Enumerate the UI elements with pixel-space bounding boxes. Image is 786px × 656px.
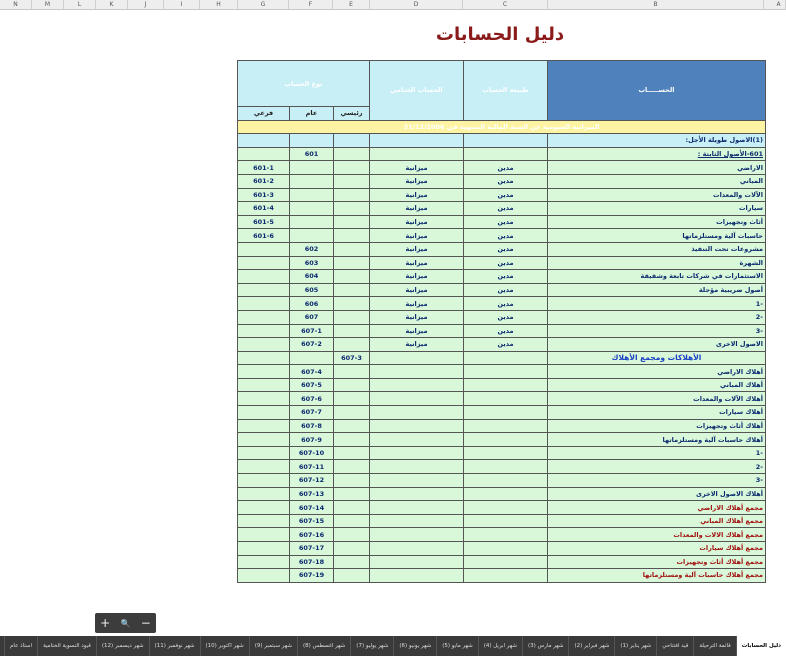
cell-sub[interactable]	[238, 542, 290, 556]
table-row	[238, 569, 766, 583]
sheet-tab[interactable]: شهر اغسطس (8)	[297, 636, 350, 656]
cell-final-account[interactable]	[370, 555, 464, 569]
table-row	[238, 351, 766, 365]
cell-nature[interactable]	[464, 474, 548, 488]
cell-nature[interactable]	[464, 433, 548, 447]
cell-main[interactable]	[334, 392, 370, 406]
column-header-m[interactable]: M	[32, 0, 64, 9]
cell-sub[interactable]: 601-4	[238, 202, 290, 216]
cell-sub[interactable]	[238, 310, 290, 324]
cell-final-account[interactable]: ميزانية	[370, 256, 464, 270]
cell-final-account[interactable]	[370, 433, 464, 447]
cell-sub[interactable]	[238, 501, 290, 515]
cell-main[interactable]	[334, 528, 370, 542]
cell-nature[interactable]	[464, 487, 548, 501]
column-header-b[interactable]: B	[548, 0, 764, 9]
cell-account-name[interactable]: (1)الاصول طويلة الأجل:	[548, 134, 766, 148]
cell-final-account[interactable]: ميزانية	[370, 161, 464, 175]
cell-sub[interactable]	[238, 297, 290, 311]
header-sub: فرعي	[238, 107, 290, 121]
table-row	[238, 215, 766, 229]
column-header-e[interactable]: E	[333, 0, 370, 9]
cell-main[interactable]	[334, 161, 370, 175]
cell-nature[interactable]: مدين	[464, 202, 548, 216]
cell-main[interactable]	[334, 174, 370, 188]
cell-sub[interactable]	[238, 555, 290, 569]
cell-final-account[interactable]	[370, 460, 464, 474]
cell-final-account[interactable]: ميزانية	[370, 270, 464, 284]
cell-general[interactable]: 607-15	[290, 514, 334, 528]
cell-account-name[interactable]: أهلاك أثاث وتجهيزات	[548, 419, 766, 433]
cell-nature[interactable]	[464, 378, 548, 392]
cell-general[interactable]: 607-9	[290, 433, 334, 447]
search-icon[interactable]: 🔍	[120, 618, 131, 628]
cell-sub[interactable]: 601-6	[238, 229, 290, 243]
table-row	[238, 174, 766, 188]
cell-account-name[interactable]: أصول ضريبية مؤجلة	[548, 283, 766, 297]
table-row	[238, 460, 766, 474]
cell-general[interactable]	[290, 174, 334, 188]
header-final-account: الحساب الختامي	[370, 61, 464, 121]
cell-account-name[interactable]: أهلاك سيارات	[548, 406, 766, 420]
cell-final-account[interactable]: ميزانية	[370, 188, 464, 202]
cell-final-account[interactable]: ميزانية	[370, 229, 464, 243]
cell-account-name[interactable]: 601-الأصول الثابتة :	[548, 147, 766, 161]
table-row	[238, 487, 766, 501]
cell-nature[interactable]	[464, 351, 548, 365]
cell-sub[interactable]	[238, 256, 290, 270]
cell-sub[interactable]	[238, 433, 290, 447]
cell-main[interactable]	[334, 134, 370, 148]
cell-sub[interactable]	[238, 406, 290, 420]
cell-main[interactable]	[334, 433, 370, 447]
cell-main[interactable]	[334, 460, 370, 474]
header-main: رئيسي	[334, 107, 370, 121]
column-header-j[interactable]: J	[128, 0, 164, 9]
cell-general[interactable]: 607-8	[290, 419, 334, 433]
sheet-tab[interactable]: شهر نوفمبر (11)	[149, 636, 200, 656]
cell-general[interactable]: 607-7	[290, 406, 334, 420]
cell-account-name[interactable]: مجمع أهلاك أثاث وتجهيزات	[548, 555, 766, 569]
cell-general[interactable]: 607-19	[290, 569, 334, 583]
header-account-nature: طبيعة الحساب	[464, 61, 548, 121]
cell-sub[interactable]: 601-3	[238, 188, 290, 202]
cell-nature[interactable]: مدين	[464, 174, 548, 188]
column-header-c[interactable]: C	[463, 0, 548, 9]
sheet-tab[interactable]: شهر يونيو (6)	[393, 636, 436, 656]
table-row	[238, 202, 766, 216]
column-header-n[interactable]: N	[0, 0, 32, 9]
cell-main[interactable]	[334, 202, 370, 216]
cell-nature[interactable]	[464, 528, 548, 542]
cell-main[interactable]	[334, 229, 370, 243]
cell-nature[interactable]	[464, 555, 548, 569]
cell-nature[interactable]: مدين	[464, 256, 548, 270]
cell-final-account[interactable]	[370, 392, 464, 406]
table-row	[238, 147, 766, 161]
cell-final-account[interactable]	[370, 351, 464, 365]
cell-general[interactable]: 607-14	[290, 501, 334, 515]
cell-main[interactable]	[334, 555, 370, 569]
cell-account-name[interactable]: -2	[548, 310, 766, 324]
table-row	[238, 270, 766, 284]
header-row	[238, 61, 766, 107]
cell-final-account[interactable]	[370, 419, 464, 433]
table-row	[238, 310, 766, 324]
table-row	[238, 446, 766, 460]
cell-final-account[interactable]	[370, 147, 464, 161]
cell-sub[interactable]: 601-5	[238, 215, 290, 229]
cell-main[interactable]	[334, 297, 370, 311]
cell-account-name[interactable]: -1	[548, 297, 766, 311]
cell-sub[interactable]	[238, 283, 290, 297]
table-row	[238, 338, 766, 352]
cell-nature[interactable]	[464, 501, 548, 515]
table-row	[238, 501, 766, 515]
cell-final-account[interactable]: ميزانية	[370, 338, 464, 352]
cell-nature[interactable]: مدين	[464, 338, 548, 352]
table-row	[238, 406, 766, 420]
cell-nature[interactable]: مدين	[464, 161, 548, 175]
cell-general[interactable]: 607-2	[290, 338, 334, 352]
cell-main[interactable]	[334, 569, 370, 583]
banner-row	[238, 120, 766, 134]
cell-nature[interactable]: مدين	[464, 283, 548, 297]
cell-account-name[interactable]: مجمع أهلاك حاسبات آلية ومستلزماتها	[548, 569, 766, 583]
column-header-g[interactable]: G	[238, 0, 289, 9]
cell-account-name[interactable]: حاسبات آلية ومستلزماتها	[548, 229, 766, 243]
cell-main[interactable]: 607-3	[334, 351, 370, 365]
cell-final-account[interactable]	[370, 542, 464, 556]
cell-general[interactable]: 607-11	[290, 460, 334, 474]
cell-account-name[interactable]: أهلاك الآلات والمعدات	[548, 392, 766, 406]
cell-account-name[interactable]: سيارات	[548, 202, 766, 216]
table-row	[238, 283, 766, 297]
cell-main[interactable]	[334, 310, 370, 324]
cell-nature[interactable]	[464, 365, 548, 379]
cell-nature[interactable]	[464, 406, 548, 420]
cell-account-name[interactable]: مجمع أهلاك الالات والمعدات	[548, 528, 766, 542]
cell-nature[interactable]	[464, 147, 548, 161]
cell-final-account[interactable]: ميزانية	[370, 283, 464, 297]
cell-account-name[interactable]: مجمع أهلاك سيارات	[548, 542, 766, 556]
column-header-strip	[0, 0, 786, 10]
cell-general[interactable]: 602	[290, 242, 334, 256]
cell-sub[interactable]: 601-1	[238, 161, 290, 175]
sheet-tab[interactable]: شهر اكتوبر (10)	[200, 636, 249, 656]
cell-final-account[interactable]: ميزانية	[370, 202, 464, 216]
cell-final-account[interactable]	[370, 487, 464, 501]
zoom-control	[95, 613, 156, 633]
cell-main[interactable]	[334, 501, 370, 515]
table-row	[238, 365, 766, 379]
cell-general[interactable]	[290, 202, 334, 216]
accounts-table	[237, 60, 766, 583]
sheet-tab[interactable]: قائمة الترحيلة	[693, 636, 735, 656]
cell-final-account[interactable]	[370, 378, 464, 392]
column-header-d[interactable]: D	[370, 0, 463, 9]
cell-sub[interactable]	[238, 324, 290, 338]
balance-sheet-banner: الميزانية العمومية عن السنة المالية المنتهية في 31/12/2006	[238, 120, 766, 134]
cell-general[interactable]	[290, 215, 334, 229]
cell-final-account[interactable]: ميزانية	[370, 310, 464, 324]
cell-account-name[interactable]: أهلاك حاسبات آلية ومستلزماتها	[548, 433, 766, 447]
cell-general[interactable]: 607-6	[290, 392, 334, 406]
cell-general[interactable]: 607-10	[290, 446, 334, 460]
cell-general[interactable]	[290, 161, 334, 175]
cell-sub[interactable]	[238, 460, 290, 474]
sheet-tab[interactable]: شهر مارس (3)	[522, 636, 568, 656]
cell-general[interactable]	[290, 134, 334, 148]
sheet-tab[interactable]: شهر ديسمبر (12)	[96, 636, 149, 656]
sheet-tab[interactable]: شهر سبتمبر (9)	[249, 636, 297, 656]
cell-sub[interactable]	[238, 147, 290, 161]
cell-final-account[interactable]: ميزانية	[370, 242, 464, 256]
table-row	[238, 555, 766, 569]
cell-main[interactable]	[334, 188, 370, 202]
cell-general[interactable]: 606	[290, 297, 334, 311]
cell-final-account[interactable]: ميزانية	[370, 324, 464, 338]
cell-sub[interactable]	[238, 446, 290, 460]
cell-general[interactable]: 607-12	[290, 474, 334, 488]
sheet-tab[interactable]: استاذ عام	[4, 636, 37, 656]
cell-general[interactable]: 607-17	[290, 542, 334, 556]
cell-main[interactable]	[334, 324, 370, 338]
cell-general[interactable]: 605	[290, 283, 334, 297]
cell-main[interactable]	[334, 365, 370, 379]
sheet-tab[interactable]: قيد افتتاحي	[656, 636, 693, 656]
cell-sub[interactable]	[238, 365, 290, 379]
sheet-tab[interactable]	[0, 636, 4, 656]
cell-main[interactable]	[334, 147, 370, 161]
cell-final-account[interactable]	[370, 514, 464, 528]
table-row	[238, 542, 766, 556]
cell-general[interactable]: 603	[290, 256, 334, 270]
cell-final-account[interactable]: ميزانية	[370, 174, 464, 188]
table-row	[238, 324, 766, 338]
cell-sub[interactable]	[238, 514, 290, 528]
cell-general[interactable]	[290, 351, 334, 365]
cell-account-name[interactable]: الاصول الاخرى	[548, 338, 766, 352]
cell-general[interactable]: 607	[290, 310, 334, 324]
table-row	[238, 433, 766, 447]
cell-final-account[interactable]	[370, 406, 464, 420]
sheet-title: دليل الحسابات	[435, 24, 565, 45]
cell-nature[interactable]: مدين	[464, 270, 548, 284]
sheet-tab[interactable]: شهر يناير (1)	[614, 636, 656, 656]
cell-main[interactable]	[334, 474, 370, 488]
sheet-tab[interactable]: قيود التسوية الختامية	[37, 636, 96, 656]
cell-account-name[interactable]: الشهرة	[548, 256, 766, 270]
cell-sub[interactable]	[238, 392, 290, 406]
table-row	[238, 528, 766, 542]
cell-sub[interactable]	[238, 351, 290, 365]
cell-sub[interactable]	[238, 474, 290, 488]
cell-main[interactable]	[334, 215, 370, 229]
sheet-tab[interactable]: شهر يوليو (7)	[350, 636, 393, 656]
cell-general[interactable]	[290, 229, 334, 243]
cell-account-name[interactable]: مشروعات تحت التنفيذ	[548, 242, 766, 256]
table-row	[238, 297, 766, 311]
column-header-a[interactable]: A	[772, 0, 786, 9]
cell-sub[interactable]	[238, 378, 290, 392]
cell-sub[interactable]	[238, 338, 290, 352]
cell-nature[interactable]: مدين	[464, 229, 548, 243]
header-account-type: نوع الحساب	[238, 61, 370, 107]
cell-sub[interactable]	[238, 242, 290, 256]
cell-nature[interactable]	[464, 419, 548, 433]
cell-sub[interactable]	[238, 419, 290, 433]
cell-account-name[interactable]: الاستثمارات في شركات تابعة وشقيقة	[548, 270, 766, 284]
cell-sub[interactable]	[238, 528, 290, 542]
cell-sub[interactable]	[238, 569, 290, 583]
table-row	[238, 474, 766, 488]
cell-sub[interactable]	[238, 134, 290, 148]
cell-main[interactable]	[334, 256, 370, 270]
table-row	[238, 392, 766, 406]
cell-account-name[interactable]: أهلاك الاراضي	[548, 365, 766, 379]
cell-account-name[interactable]: أهلاك المباني	[548, 378, 766, 392]
cell-final-account[interactable]: ميزانية	[370, 297, 464, 311]
header-general: عام	[290, 107, 334, 121]
column-header-l[interactable]: L	[64, 0, 96, 9]
column-header-h[interactable]: H	[200, 0, 238, 9]
cell-account-name[interactable]: -3	[548, 474, 766, 488]
cell-nature[interactable]	[464, 134, 548, 148]
cell-nature[interactable]: مدين	[464, 324, 548, 338]
cell-general[interactable]: 607-18	[290, 555, 334, 569]
cell-account-name[interactable]: مجمع أهلاك المباني	[548, 514, 766, 528]
cell-account-name[interactable]: -3	[548, 324, 766, 338]
cell-main[interactable]	[334, 406, 370, 420]
header-account: الحســـــاب	[548, 61, 766, 121]
cell-general[interactable]: 607-13	[290, 487, 334, 501]
table-row	[238, 378, 766, 392]
column-header-i[interactable]: I	[164, 0, 200, 9]
cell-final-account[interactable]	[370, 501, 464, 515]
cell-nature[interactable]	[464, 392, 548, 406]
cell-general[interactable]: 607-4	[290, 365, 334, 379]
cell-main[interactable]	[334, 378, 370, 392]
cell-account-name[interactable]: المباني	[548, 174, 766, 188]
table-row	[238, 514, 766, 528]
cell-nature[interactable]	[464, 542, 548, 556]
cell-nature[interactable]	[464, 569, 548, 583]
cell-final-account[interactable]	[370, 134, 464, 148]
table-row	[238, 256, 766, 270]
cell-account-name[interactable]: أهلاك الاصول الاخرى	[548, 487, 766, 501]
cell-general[interactable]	[290, 188, 334, 202]
cell-final-account[interactable]	[370, 569, 464, 583]
table-row	[238, 161, 766, 175]
table-row	[238, 229, 766, 243]
table-row	[238, 134, 766, 148]
cell-nature[interactable]: مدين	[464, 297, 548, 311]
cell-general[interactable]: 607-1	[290, 324, 334, 338]
cell-nature[interactable]: مدين	[464, 188, 548, 202]
cell-main[interactable]	[334, 419, 370, 433]
cell-general[interactable]: 604	[290, 270, 334, 284]
cell-final-account[interactable]	[370, 365, 464, 379]
table-row	[238, 242, 766, 256]
cell-general[interactable]: 607-16	[290, 528, 334, 542]
cell-nature[interactable]: مدين	[464, 242, 548, 256]
cell-main[interactable]	[334, 270, 370, 284]
cell-main[interactable]	[334, 542, 370, 556]
zoom-out-icon[interactable]: −	[140, 616, 151, 630]
cell-account-name[interactable]: مجمع أهلاك الاراضي	[548, 501, 766, 515]
cell-sub[interactable]: 601-2	[238, 174, 290, 188]
cell-main[interactable]	[334, 283, 370, 297]
column-header-k[interactable]: K	[96, 0, 128, 9]
cell-main[interactable]	[334, 338, 370, 352]
cell-account-name[interactable]: الاراضي	[548, 161, 766, 175]
zoom-in-icon[interactable]: +	[100, 616, 111, 630]
cell-main[interactable]	[334, 487, 370, 501]
sheet-area	[0, 10, 786, 636]
cell-general[interactable]: 607-5	[290, 378, 334, 392]
cell-general[interactable]: 601	[290, 147, 334, 161]
table-row	[238, 419, 766, 433]
table-row	[238, 188, 766, 202]
cell-final-account[interactable]: ميزانية	[370, 215, 464, 229]
cell-sub[interactable]	[238, 487, 290, 501]
cell-nature[interactable]	[464, 460, 548, 474]
sheet-tab[interactable]: شهر مايو (5)	[436, 636, 477, 656]
cell-main[interactable]	[334, 242, 370, 256]
cell-nature[interactable]: مدين	[464, 215, 548, 229]
cell-account-name[interactable]: الآلات والمعدات	[548, 188, 766, 202]
sheet-tab[interactable]: دليل الحسابات	[736, 636, 786, 656]
cell-sub[interactable]	[238, 270, 290, 284]
cell-account-name[interactable]: الأهلاكات ومجمع الأهلاك	[548, 351, 766, 365]
cell-nature[interactable]	[464, 514, 548, 528]
sheet-tab[interactable]: شهر فبراير (2)	[568, 636, 614, 656]
cell-account-name[interactable]: -2	[548, 460, 766, 474]
cell-final-account[interactable]	[370, 474, 464, 488]
cell-final-account[interactable]	[370, 528, 464, 542]
cell-account-name[interactable]: -1	[548, 446, 766, 460]
cell-main[interactable]	[334, 446, 370, 460]
cell-account-name[interactable]: أثاث وتجهيزات	[548, 215, 766, 229]
sheet-tab[interactable]: شهر ابريل (4)	[478, 636, 522, 656]
sheet-tab-bar	[0, 636, 786, 656]
cell-final-account[interactable]	[370, 446, 464, 460]
cell-main[interactable]	[334, 514, 370, 528]
column-header-f[interactable]: F	[289, 0, 333, 9]
cell-nature[interactable]: مدين	[464, 310, 548, 324]
cell-nature[interactable]	[464, 446, 548, 460]
